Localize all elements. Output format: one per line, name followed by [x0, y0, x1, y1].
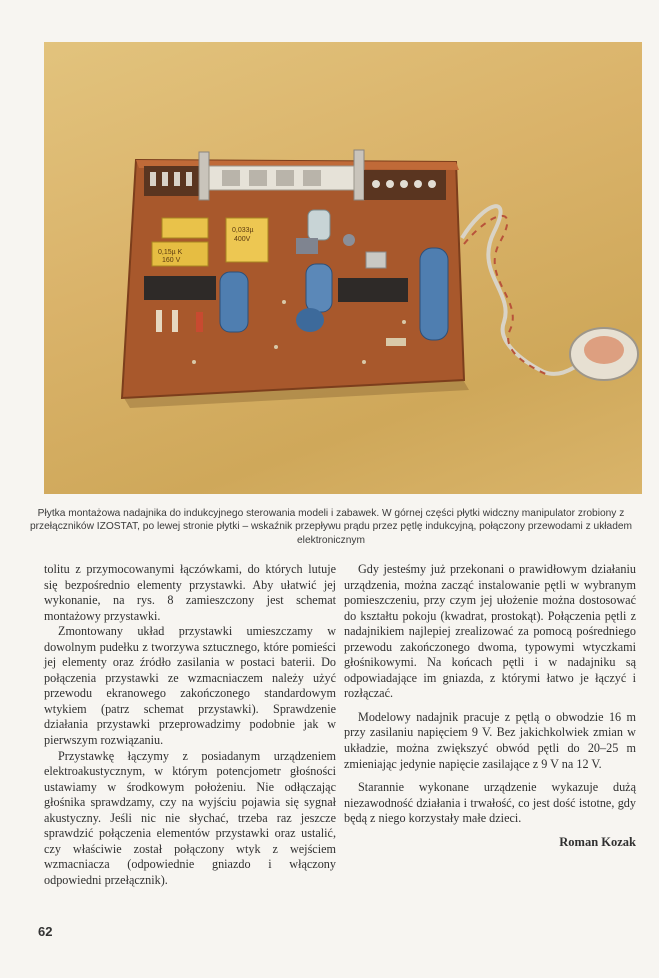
electrolytic-capacitor: [296, 308, 324, 332]
author-signature: Roman Kozak: [559, 834, 636, 849]
circuit-board-photo: [44, 42, 642, 494]
capacitor-label: 0,15µ K: [158, 249, 183, 256]
capacitor-label: 400V: [234, 236, 251, 243]
paragraph: Zmontowany układ przystawki umieszczamy w dowolnym pudełku z tworzywa sztucznego, które pomieści jej elementy oraz źródło zasilania w postaci baterii. Do połączenia przystawki ze wzmacniaczem należy użyć przewodu ekranowego zakończonego standardowym wtykiem (patrz schemat przystawki). Sprawdzenie działania przystawki przeprowadzimy podobnie jak w pierwszym rozwiązaniu.: [44, 624, 336, 748]
paragraph: Gdy jesteśmy już przekonani o prawidłowym działaniu urządzenia, można zacząć instalowanie pętli w wybranym pomieszczeniu, przy czym jej ułożenie można dostosować do kształtu pokoju (kwadrat, prostokąt). Połączenia pętli z nadajnikiem najlepiej zrealizować za pomocą pośredniego przewodu zakończonego dwoma, typowymi wtyczkami głośnikowymi. Na końcach pętli i w nadajniku są odpowiadające im gniazda, z którymi łatwo je łączyć i rozłączać.: [344, 562, 636, 701]
integrated-circuit: [338, 278, 408, 302]
paragraph: Przystawkę łączymy z posiadanym urządzeniem elektroakustycznym, w którym potencjometr głośności ustawiamy w środkowym położeniu. Nie odłączając głośnika sprawdzamy, czy na wyjściu pojawia się sygnał akustyczny. Jeśli nic nie słychać, trzeba raz jeszcze sprawdzić połączenia elementów przystawki oraz ustalić, czy właściwie został połączony wtyk z wejściem wzmacniacza (odpowiednie gniazdo i włączony odpowiedni przełącznik).: [44, 748, 336, 887]
paragraph: Modelowy nadajnik pracuje z pętlą o obwodzie 16 m przy zasilaniu napięciem 9 V. Bez jakichkolwiek zmian w układzie, można zwiększyć obwód pętli do 20–25 m zmieniając jedynie napięcie zasilające z 9 V na 12 V.: [344, 709, 636, 771]
circuit-board-illustration: [44, 42, 642, 494]
capacitor-label: 0,033µ: [232, 227, 254, 234]
electrolytic-capacitor: [220, 272, 248, 332]
paragraph: Starannie wykonane urządzenie wykazuje dużą niezawodność działania i trwałość, co jest dość istotne, gdy będą z niego korzystały małe dzieci.: [344, 780, 636, 826]
electrolytic-capacitor: [420, 248, 448, 340]
resistor: [386, 338, 406, 346]
left-column: [44, 562, 336, 888]
transistor: [296, 238, 318, 254]
right-column: [344, 562, 636, 850]
photo-caption: Płytka montażowa nadajnika do indukcyjnego sterowania modeli i zabawek. W górnej części płytki widczny manipulator zrobiony z przełączników IZOSTAT, po lewej stronie płytki – wskaźnik przepływu prądu przez pętlę indukcyjną, połączony przewodami z układem elektronicznym: [29, 508, 633, 546]
page-number: 62: [38, 924, 53, 939]
paragraph: tolitu z przymocowanymi łączówkami, do których lutuje się bezpośrednio elementy przystawki. Aby ułatwić jej wykonanie, na rys. 8 zamieszczony jest schemat montażowy przystawki.: [44, 562, 336, 623]
resistor: [156, 310, 162, 332]
voltage-regulator: [366, 252, 386, 268]
capacitor: [162, 218, 208, 238]
electrolytic-capacitor: [306, 264, 332, 312]
transistor: [343, 234, 355, 246]
resistor: [172, 310, 178, 332]
capacitor-label: 160 V: [162, 257, 181, 264]
resistor: [196, 312, 203, 332]
integrated-circuit: [144, 276, 216, 300]
capacitor: [308, 210, 330, 240]
